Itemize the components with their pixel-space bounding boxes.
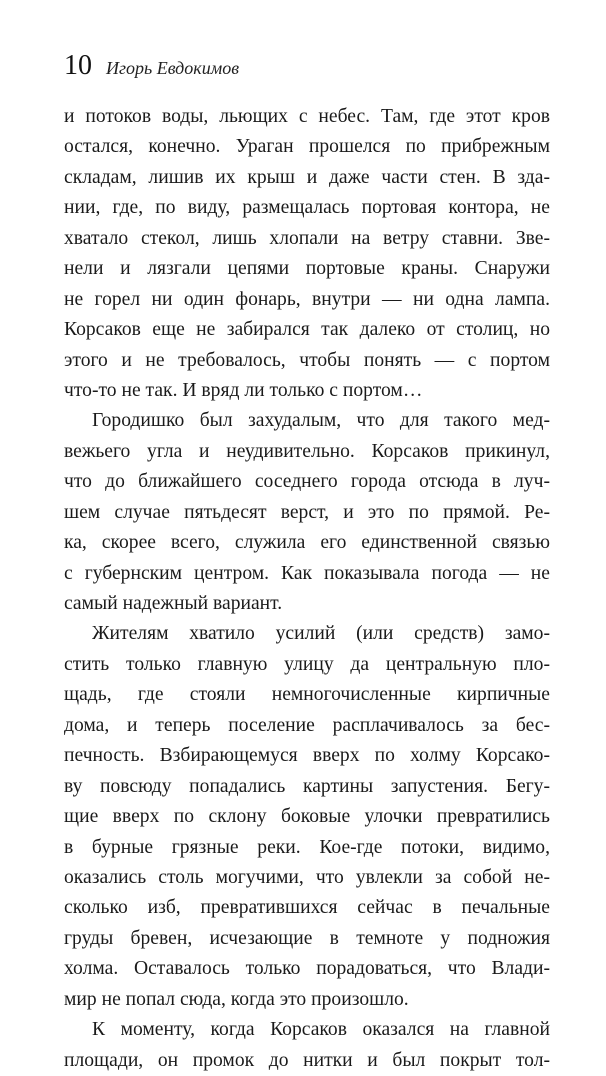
text-line: ву повсюду попадались картины запустения. Бегу-	[64, 775, 550, 797]
text-line: холма. Оставалось только порадоваться, что Влади-	[64, 958, 550, 980]
text-line: с губернским центром. Как показывала погода — не	[64, 562, 550, 584]
text-line: стить только главную улицу да центральную пло-	[64, 653, 550, 675]
text-line: этого и не требовалось, чтобы понять — с портом	[64, 349, 550, 371]
text-line: Жителям хватило усилий (или средств) замо-	[92, 623, 550, 645]
text-line: Городишко был захудалым, что для такого мед-	[92, 410, 550, 432]
text-line: остался, конечно. Ураган прошелся по прибрежным	[64, 136, 550, 158]
text-line: ка, скорее всего, служила его единственной связью	[64, 532, 550, 554]
text-line: что до ближайшего соседнего города отсюда в луч-	[64, 471, 550, 493]
text-line: груды бревен, исчезающие в темноте у подножия	[64, 927, 550, 949]
page-number: 10	[64, 50, 92, 81]
text-line: складам, лишив их крыш и даже части стен. В зда-	[64, 166, 550, 188]
text-line: нии, где, по виду, размещалась портовая контора, не	[64, 197, 550, 219]
text-line: вежьего угла и неудивительно. Корсаков прикинул,	[64, 440, 550, 462]
text-line: площади, он промок до нитки и был покрыт тол-	[64, 1049, 550, 1071]
text-line: К моменту, когда Корсаков оказался на главной	[92, 1019, 550, 1041]
text-line: Корсаков еще не забирался так далеко от столиц, но	[64, 319, 550, 341]
text-line: щие вверх по склону боковые улочки превратились	[64, 806, 550, 828]
running-title-author: Игорь Евдокимов	[106, 58, 240, 78]
text-line: нели и лязгали цепями портовые краны. Снаружи	[64, 258, 550, 280]
text-line: шем случае пятьдесят верст, и это по прямой. Ре-	[64, 501, 550, 523]
text-line: самый надежный вариант.	[64, 593, 283, 614]
running-head	[64, 50, 239, 90]
text-line: оказались столь могучими, что увлекли за собой не-	[64, 866, 550, 888]
text-line: и потоков воды, льющих с небес. Там, где этот кров	[64, 106, 550, 127]
text-line: сколько изб, превратившихся сейчас в печальные	[64, 897, 550, 919]
text-line: что-то не так. И вряд ли только с портом…	[64, 379, 423, 401]
text-line: мир не попал сюда, когда это произошло.	[64, 988, 409, 1010]
text-line: не горел ни один фонарь, внутри — ни одна лампа.	[64, 288, 550, 310]
text-line: хватало стекол, лишь хлопали на ветру ставни. Зве-	[64, 227, 550, 249]
text-line: печность. Взбирающемуся вверх по холму Корсако-	[64, 745, 550, 767]
text-line: в бурные грязные реки. Кое-где потоки, видимо,	[64, 836, 550, 858]
body-text	[64, 102, 550, 1076]
text-line: дома, и теперь поселение расплачивалось за бес-	[64, 714, 550, 736]
text-line: щадь, где стояли немногочисленные кирпичные	[64, 684, 550, 706]
